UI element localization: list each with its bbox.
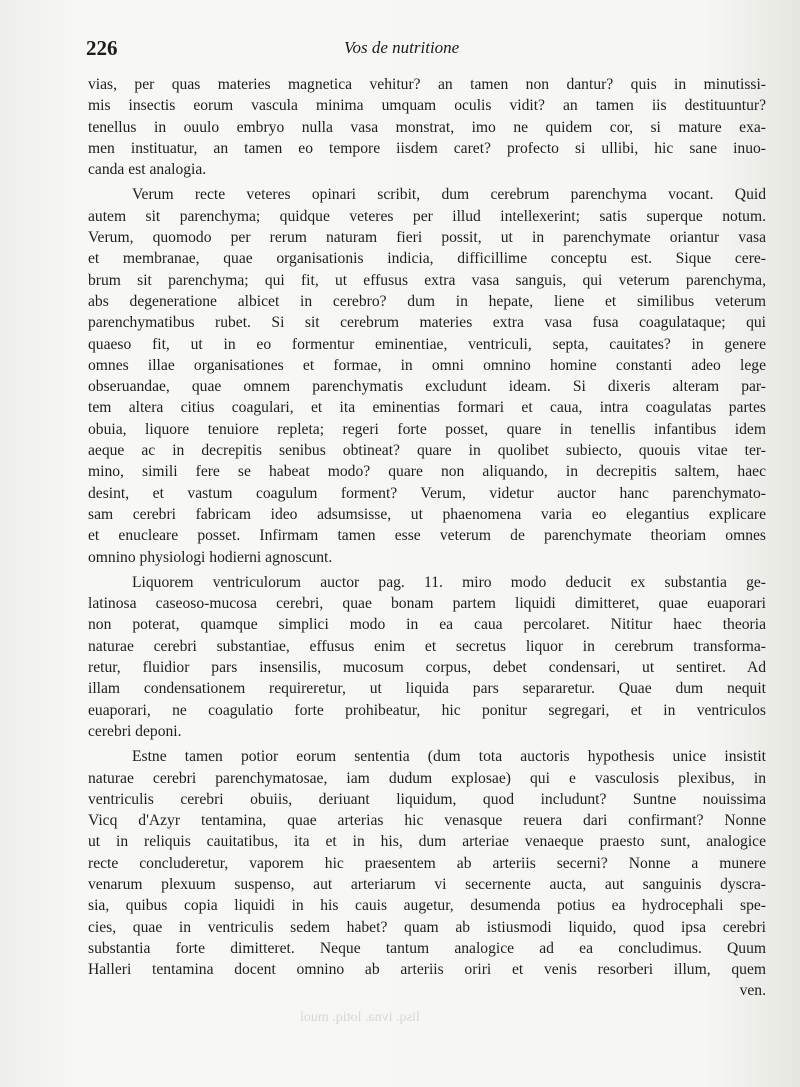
text-line: Estne tamen potior eorum sententia (dum tota auctoris hypothesis unice insistit bbox=[132, 748, 766, 766]
text-line: quaeso fit, ut in eo formentur eminentiae, ventriculi, septa, cauitates? in genere bbox=[88, 335, 766, 353]
text-line: desint, et vastum coagulum forment? Verum, videtur auctor hanc parenchymato- bbox=[88, 484, 766, 502]
text-line: mino, simili fere se habeat modo? quare non aliquando, in decrepitis saltem, haec bbox=[88, 463, 766, 481]
text-line: recte concluderetur, vaporem hic praesentem ab arteriis secerni? Nonne a munere bbox=[88, 854, 766, 872]
text-line: abs degeneratione albicet in cerebro? dum in hepate, liene et similibus veterum bbox=[88, 292, 766, 310]
text-line: aeque ac in decrepitis senibus obtineat? quare in quolibet subiecto, quouis vitae ter- bbox=[88, 442, 766, 460]
text-line: tenellus in ouulo embryo nulla vasa monstrat, imo ne quidem cor, si mature exa- bbox=[88, 118, 766, 136]
text-line: sam cerebri fabricam ideo adsumsisse, ut phaenomena varia eo elegantius explicare bbox=[88, 505, 766, 523]
text-line: Verum, quomodo per rerum naturam fieri possit, ut in parenchymate oriantur vasa bbox=[88, 229, 766, 247]
paragraph-3 bbox=[88, 572, 766, 742]
paragraph-2 bbox=[88, 184, 766, 567]
text-line: omnes illae organisationes et formae, in omni omnino homine constanti adeo lege bbox=[88, 356, 766, 374]
text-line: ventriculis cerebri obuiis, deriuant liquidum, quod includunt? Suntne nouissima bbox=[88, 790, 766, 808]
text-line: Vicq d'Azyr tentamina, quae arterias hic venasque reuera dari confirmant? Nonne bbox=[88, 812, 766, 830]
text-line: naturae cerebri substantiae, effusus enim et secretus liquor in cerebrum transforma- bbox=[88, 637, 766, 655]
text-line: brum sit parenchyma; qui fit, ut effusus extra vasa sanguis, qui veterum parenchyma, bbox=[88, 271, 766, 289]
text-line: Verum recte veteres opinari scribit, dum cerebrum parenchyma vocant. Quid bbox=[132, 186, 766, 204]
text-line: non poterat, quamque simplici modo in ea caua percolaret. Nititur haec theoria bbox=[88, 616, 766, 634]
text-line: naturae cerebri parenchymatosae, iam dudum explosae) qui e vasculosis plexibus, in bbox=[88, 769, 766, 787]
page-header bbox=[86, 36, 752, 60]
text-line: mis insectis eorum vascula minima umquam oculis vidit? an tamen iis destituuntur? bbox=[88, 97, 766, 115]
show-through-text: lisq. ivna. lotiq. muol bbox=[300, 1010, 420, 1025]
text-line: illam condensationem requireretur, ut liquida pars separaretur. Quae dum nequit bbox=[88, 680, 766, 698]
text-line: latinosa caseoso-mucosa cerebri, quae bonam partem liquidi dimitteret, quae euaporari bbox=[88, 595, 766, 613]
text-line: Halleri tentamina docent omnino ab arteriis oriri et venis resorberi illum, quem bbox=[88, 961, 766, 979]
paragraph-4 bbox=[88, 746, 766, 1002]
text-line: omnino physiologi hodierni agnoscunt. bbox=[88, 548, 333, 566]
text-line: cerebri deponi. bbox=[88, 722, 182, 740]
text-line: cies, quae in ventriculis sedem habet? quam ab istiusmodi liquido, quod ipsa cerebri bbox=[88, 918, 766, 936]
page-number: 226 bbox=[86, 36, 118, 60]
text-line: men instituatur, an tamen eo tempore iisdem caret? profecto si ullibi, hic sane inuo- bbox=[88, 139, 766, 157]
text-line: euaporari, ne coagulatio forte prohibeatur, hic ponitur segregari, et in ventriculos bbox=[88, 701, 766, 719]
text-line: obseruandae, quae omnem parenchymatis excludunt ideam. Si dixeris alteram par- bbox=[88, 378, 766, 396]
text-line: venarum plexuum suspenso, aut arteriarum vi secernente aucta, aut sanguinis dyscra- bbox=[88, 875, 766, 893]
text-line: canda est analogia. bbox=[88, 161, 207, 179]
catchword: ven. bbox=[739, 982, 766, 1000]
text-line: ut in reliquis cauitatibus, ita et in his, dum arteriae venaeque praesto sunt, analogice bbox=[88, 833, 766, 851]
text-line: substantia forte dimitteret. Neque tantum analogice ad ea concludimus. Quum bbox=[88, 939, 766, 957]
text-line: sia, quibus copia liquidi in his cauis augetur, desumenda potius ea hydrocephali spe- bbox=[88, 897, 766, 915]
paragraph-1 bbox=[88, 74, 766, 180]
body-text bbox=[88, 74, 766, 1002]
text-line: parenchymatibus rubet. Si sit cerebrum materies extra vasa fusa coagulataque; qui bbox=[88, 314, 766, 332]
text-line: retur, fluidior pars insensilis, mucosum corpus, debet condensari, ut sentiret. Ad bbox=[88, 659, 766, 677]
text-line: autem sit parenchyma; quidque veteres per illud intellexerint; satis superque notum. bbox=[88, 207, 766, 225]
running-title: Vos de nutritione bbox=[344, 38, 460, 57]
text-line: et membranae, quae organisationis indicia, difficillime conceptu est. Sique cere- bbox=[88, 250, 766, 268]
text-line: et enucleare posset. Infirmam tamen esse veterum de parenchymate theoriam omnes bbox=[88, 527, 766, 545]
text-line: tem altera citius coagulari, et ita eminentias formari et caua, intra coagulatas partes bbox=[88, 399, 766, 417]
text-line: vias, per quas materies magnetica vehitur? an tamen non dantur? quis in minutissi- bbox=[88, 76, 766, 93]
text-line: Liquorem ventriculorum auctor pag. 11. miro modo deducit ex substantia ge- bbox=[132, 573, 766, 591]
text-line: obuia, liquore tenuiore repleta; regeri forte posset, quare in tenellis infantibus idem bbox=[88, 420, 766, 438]
